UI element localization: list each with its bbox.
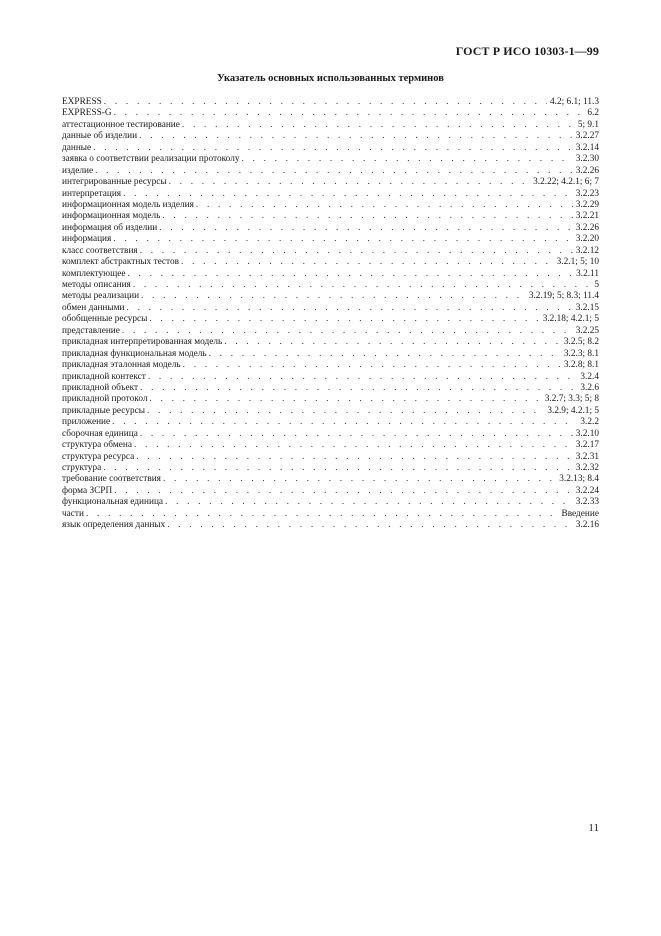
index-entry-reference: 3.2.12 <box>575 245 599 256</box>
dot-leader <box>169 177 531 188</box>
index-entry-reference: 3.2.26 <box>575 165 599 176</box>
index-entry-term: заявка о соответствии реализации протоколу <box>62 154 240 165</box>
dot-leader <box>182 120 575 131</box>
document-code: ГОСТ Р ИСО 10303-1—99 <box>455 44 599 58</box>
index-entry-term: прикладная интерпретированная модель <box>62 337 223 348</box>
index-entry-reference: 3.2.30 <box>575 154 599 165</box>
index-entry-reference: 3.2.1; 5; 10 <box>556 257 599 268</box>
index-entry-reference: 3.2.13; 8.4 <box>559 474 599 485</box>
index-entry <box>62 234 599 245</box>
index-entry-term: требование соответствия <box>62 474 161 485</box>
dot-leader <box>209 349 561 360</box>
index-entry-reference: 3.2.31 <box>575 451 599 462</box>
index-entry <box>62 189 599 200</box>
index-entry-term: структура обмена <box>62 440 132 451</box>
index-entry <box>62 394 599 405</box>
index-entry <box>62 291 599 302</box>
index-entry-reference: 3.2.27 <box>575 131 599 142</box>
index-entry-term: сборочная единица <box>62 428 138 439</box>
index-entry-reference: 3.2.7; 3.3; 5; 8 <box>544 394 599 405</box>
index-entry <box>62 97 599 108</box>
index-entry <box>62 166 599 177</box>
dot-leader <box>112 417 577 428</box>
index-entry-term: данные <box>62 142 92 153</box>
dot-leader <box>167 520 573 531</box>
index-entry <box>62 474 599 485</box>
index-entry-reference: 3.2.18; 4.2.1; 5 <box>542 314 599 325</box>
index-entry-reference: 4.2; 6.1; 11.3 <box>550 97 599 107</box>
dot-leader <box>93 143 573 154</box>
dot-leader <box>95 166 573 177</box>
index-entry-reference: 3.2.5; 8.2 <box>563 337 599 348</box>
index-entry-reference: 3.2.26 <box>575 222 599 233</box>
index-title: Указатель основных использованных терминов <box>217 73 444 84</box>
index-entry-reference: 3.2.23 <box>575 188 599 199</box>
dot-leader <box>148 372 578 383</box>
index-entry <box>62 211 599 222</box>
index-entry-term: информационная модель изделия <box>62 199 194 210</box>
dot-leader <box>149 314 539 325</box>
index-entry <box>62 337 599 348</box>
index-entry-term: данные об изделии <box>62 131 138 142</box>
index-entry-term: прикладная функциональная модель <box>62 348 207 359</box>
index-entry-term: форма ЗСРП <box>62 485 113 496</box>
dot-leader <box>139 131 573 142</box>
index-entry-term: изделие <box>62 165 94 176</box>
dot-leader <box>136 452 573 463</box>
index-entry <box>62 497 599 508</box>
index-entry-term: прикладная эталонная модель <box>62 360 181 371</box>
index-entry <box>62 143 599 154</box>
index-entry-reference: Введение <box>561 508 599 519</box>
index-entry-reference: 3.2.22; 4.2.1; 6; 7 <box>533 177 599 188</box>
index-entry <box>62 406 599 417</box>
index-entry-reference: 3.2.9; 4.2.1; 5 <box>547 405 599 416</box>
index-entry-reference: 3.2.11 <box>576 268 599 279</box>
index-entry-term: комплектующее <box>62 268 126 279</box>
index-entry <box>62 314 599 325</box>
index-entry-reference: 3.2.16 <box>575 520 599 531</box>
dot-leader <box>133 280 592 291</box>
index-entry-reference: 5; 9.1 <box>577 119 599 130</box>
index-entry-reference: 3.2.15 <box>575 302 599 313</box>
dot-leader <box>86 509 559 520</box>
dot-leader <box>140 246 573 257</box>
index-entry-reference: 3.2.21 <box>575 211 599 222</box>
index-entry-reference: 3.2.17 <box>575 440 599 451</box>
index-entry-term: язык определения данных <box>62 520 166 531</box>
index-entry-term: обобщенные ресурсы <box>62 314 148 325</box>
index-entry-reference: 3.2.10 <box>575 428 599 439</box>
index-entry <box>62 177 599 188</box>
index-entry <box>62 326 599 337</box>
index-entry <box>62 120 599 131</box>
index-entry-reference: 3.2.20 <box>575 234 599 245</box>
dot-leader <box>163 474 556 485</box>
index-entry <box>62 303 599 314</box>
dot-leader <box>114 486 573 497</box>
index-entry-term: класс соответствия <box>62 245 138 256</box>
index-entry-term: EXPRESS-G <box>62 108 112 119</box>
index-entry-term: информация <box>62 234 112 245</box>
dot-leader <box>114 108 585 119</box>
dot-leader <box>127 269 573 280</box>
index-entry-term: комплект абстрактных тестов <box>62 257 180 268</box>
index-entry-term: части <box>62 508 84 519</box>
index-entry-term: EXPRESS <box>62 97 102 107</box>
dot-leader <box>104 97 547 108</box>
index-entry-term: функциональная единица <box>62 497 164 508</box>
dot-leader <box>241 154 572 165</box>
dot-leader <box>140 383 577 394</box>
index-entry <box>62 429 599 440</box>
index-entry-term: информационная модель <box>62 211 161 222</box>
index-entry-term: прикладные ресурсы <box>62 405 145 416</box>
index-entry <box>62 417 599 428</box>
index-entry-reference: 3.2.14 <box>575 142 599 153</box>
index-entry <box>62 486 599 497</box>
index-entry-term: прикладной протокол <box>62 394 148 405</box>
index-entry <box>62 463 599 474</box>
index-entry <box>62 269 599 280</box>
dot-leader <box>149 394 541 405</box>
term-index-list <box>62 97 599 532</box>
index-entry-term: прикладной объект <box>62 382 139 393</box>
index-entry <box>62 246 599 257</box>
index-entry-reference: 3.2.29 <box>575 199 599 210</box>
index-entry-term: интегрированные ресурсы <box>62 177 167 188</box>
dot-leader <box>127 303 573 314</box>
dot-leader <box>165 497 573 508</box>
dot-leader <box>196 200 573 211</box>
index-entry-reference: 3.2.8; 8.1 <box>563 360 599 371</box>
dot-leader <box>181 257 554 268</box>
index-entry-term: представление <box>62 325 120 336</box>
dot-leader <box>140 429 573 440</box>
index-entry-term: методы описания <box>62 280 131 290</box>
dot-leader <box>224 337 561 348</box>
index-entry <box>62 108 599 119</box>
index-entry-reference: 3.2.3; 8.1 <box>563 348 599 359</box>
dot-leader <box>162 211 572 222</box>
index-entry-term: структура <box>62 463 102 473</box>
index-entry <box>62 200 599 211</box>
index-entry <box>62 440 599 451</box>
index-entry-reference: 3.2.33 <box>575 497 599 508</box>
dot-leader <box>141 291 526 302</box>
dot-leader <box>103 463 573 474</box>
index-entry <box>62 372 599 383</box>
index-entry-term: интерпретация <box>62 188 122 199</box>
index-entry-reference: 3.2.2 <box>580 417 599 428</box>
index-entry-reference: 3.2.19; 5; 8.3; 11.4 <box>528 291 599 302</box>
index-entry-term: методы реализации <box>62 291 140 302</box>
index-entry-reference: 3.2.25 <box>575 325 599 336</box>
index-entry-term: обмен данными <box>62 302 125 313</box>
dot-leader <box>134 440 573 451</box>
index-entry <box>62 360 599 371</box>
index-entry-term: структура ресурса <box>62 451 135 462</box>
index-entry <box>62 349 599 360</box>
dot-leader <box>123 189 573 200</box>
index-entry-reference: 5 <box>594 280 599 290</box>
dot-leader <box>122 326 573 337</box>
index-entry-term: приложение <box>62 417 111 428</box>
index-entry <box>62 509 599 520</box>
page-number: 11 <box>588 822 599 834</box>
dot-leader <box>183 360 561 371</box>
index-entry <box>62 520 599 531</box>
index-entry <box>62 383 599 394</box>
dot-leader <box>147 406 544 417</box>
index-entry <box>62 257 599 268</box>
dot-leader <box>159 223 572 234</box>
index-entry-reference: 3.2.4 <box>580 371 599 382</box>
index-entry-term: прикладной контекст <box>62 371 146 382</box>
index-entry <box>62 154 599 165</box>
index-entry-reference: 3.2.32 <box>575 463 599 473</box>
index-entry-reference: 3.2.6 <box>580 382 599 393</box>
index-entry <box>62 131 599 142</box>
index-entry <box>62 223 599 234</box>
index-entry <box>62 452 599 463</box>
index-entry-term: информация об изделии <box>62 222 158 233</box>
index-entry-reference: 6.2 <box>587 108 599 119</box>
index-entry-reference: 3.2.24 <box>575 485 599 496</box>
dot-leader <box>113 234 572 245</box>
index-entry <box>62 280 599 291</box>
index-entry-term: аттестационное тестирование <box>62 119 180 130</box>
